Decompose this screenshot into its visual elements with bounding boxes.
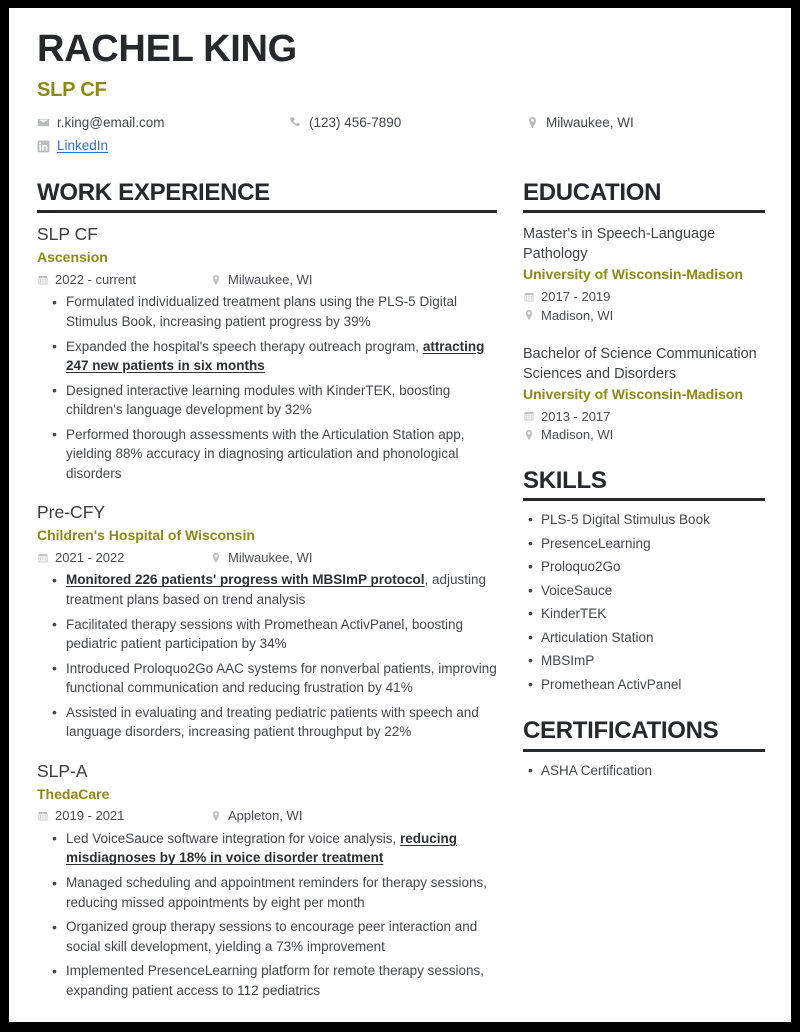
education-entry bbox=[523, 344, 765, 443]
work-role: Pre-CFY bbox=[37, 502, 106, 523]
work-experience-heading: WORK EXPERIENCE bbox=[37, 179, 270, 207]
contact-linkedin[interactable] bbox=[37, 138, 289, 154]
work-dates-text: 2021 - 2022 bbox=[55, 549, 125, 565]
work-bullet: • Expanded the hospital's speech therapy outreach program, attracting 247 new patients in six months bbox=[66, 337, 497, 376]
work-organization: ThedaCare bbox=[37, 785, 110, 802]
education-dates-text: 2013 - 2017 bbox=[541, 408, 611, 424]
calendar-icon bbox=[37, 810, 49, 822]
work-organization: Children's Hospital of Wisconsin bbox=[37, 527, 255, 544]
resume-page bbox=[9, 8, 791, 1022]
skill-item: • Promethean ActivPanel bbox=[541, 676, 765, 694]
education-dates-text: 2017 - 2019 bbox=[541, 288, 611, 304]
work-bullet: • Organized group therapy sessions to encourage peer interaction and social skill development, yielding a 73% improvement bbox=[66, 917, 497, 956]
contact-phone[interactable] bbox=[289, 115, 526, 131]
contact-info-group bbox=[37, 115, 765, 154]
work-location bbox=[210, 272, 313, 288]
education-degree: Master's in Speech-Language Pathology bbox=[523, 226, 716, 263]
calendar-icon bbox=[37, 552, 49, 564]
work-bullet: • Facilitated therapy sessions with Promethean ActivPanel, boosting pediatric patient participation by 34% bbox=[66, 615, 497, 654]
work-role: SLP-A bbox=[37, 760, 88, 781]
work-bullet: • Led VoiceSauce software integration for voice analysis, reducing misdiagnoses by 18% in voice disorder treatment bbox=[66, 829, 497, 868]
contact-location-text: Milwaukee, WI bbox=[546, 114, 634, 130]
contact-location bbox=[526, 115, 765, 131]
section-divider bbox=[523, 498, 765, 501]
contact-phone-text: (123) 456-7890 bbox=[309, 114, 402, 130]
skill-item: • Articulation Station bbox=[541, 629, 765, 647]
education-school: University of Wisconsin-Madison bbox=[523, 266, 744, 283]
education-location-text: Madison, WI bbox=[541, 427, 614, 443]
skill-item: • VoiceSauce bbox=[541, 582, 765, 600]
work-entry bbox=[37, 761, 497, 1000]
contact-email[interactable] bbox=[37, 115, 289, 131]
section-certifications bbox=[523, 718, 765, 779]
section-divider bbox=[37, 210, 497, 213]
education-location-text: Madison, WI bbox=[541, 307, 614, 323]
location-icon bbox=[210, 274, 222, 286]
work-location-text: Appleton, WI bbox=[228, 808, 303, 824]
location-icon bbox=[523, 429, 535, 441]
location-icon bbox=[526, 116, 539, 129]
education-meta bbox=[523, 289, 765, 323]
calendar-icon bbox=[523, 410, 535, 422]
certification-item: • ASHA Certification bbox=[541, 762, 765, 780]
right-column bbox=[523, 180, 765, 779]
certifications-list bbox=[523, 762, 765, 780]
work-meta bbox=[37, 550, 497, 566]
skills-list bbox=[523, 511, 765, 693]
work-bullet: • Monitored 226 patients' progress with MBSImP protocol, adjusting treatment plans based on trend analysis bbox=[66, 570, 497, 609]
work-dates-text: 2022 - current bbox=[55, 271, 136, 287]
candidate-job-title: SLP CF bbox=[37, 78, 107, 101]
skills-heading: SKILLS bbox=[523, 466, 607, 494]
skill-item: • MBSImP bbox=[541, 652, 765, 670]
work-meta bbox=[37, 272, 497, 288]
work-bullet: • Introduced Proloquo2Go AAC systems for nonverbal patients, improving functional communication and reducing frustration by 41% bbox=[66, 659, 497, 698]
section-work-experience bbox=[37, 180, 497, 1000]
section-divider bbox=[523, 210, 765, 213]
work-dates bbox=[37, 272, 210, 288]
education-heading: EDUCATION bbox=[523, 179, 662, 207]
work-bullet: • Formulated individualized treatment plans using the PLS-5 Digital Stimulus Book, increasing patient progress by 39% bbox=[66, 292, 497, 331]
work-bullet-list bbox=[37, 829, 497, 1001]
work-location bbox=[210, 808, 302, 824]
work-bullet-list bbox=[37, 570, 497, 742]
work-dates bbox=[37, 550, 210, 566]
contact-linkedin-text[interactable]: LinkedIn bbox=[57, 138, 109, 154]
education-location bbox=[523, 308, 765, 324]
education-meta bbox=[523, 409, 765, 443]
education-dates bbox=[523, 409, 765, 425]
skill-item: • PLS-5 Digital Stimulus Book bbox=[541, 511, 765, 529]
work-entry bbox=[37, 502, 497, 741]
email-icon bbox=[37, 116, 50, 129]
skill-item: • KinderTEK bbox=[541, 605, 765, 623]
left-column bbox=[35, 180, 497, 1000]
work-role: SLP CF bbox=[37, 224, 98, 245]
education-degree: Bachelor of Science Communication Sciences and Disorders bbox=[523, 346, 757, 383]
resume-header bbox=[35, 30, 765, 154]
phone-icon bbox=[289, 116, 302, 129]
contact-email-text: r.king@email.com bbox=[57, 114, 165, 130]
section-divider bbox=[523, 749, 765, 752]
education-dates bbox=[523, 289, 765, 305]
work-location-text: Milwaukee, WI bbox=[228, 549, 313, 565]
work-dates bbox=[37, 808, 210, 824]
certifications-heading: CERTIFICATIONS bbox=[523, 717, 719, 745]
work-dates-text: 2019 - 2021 bbox=[55, 808, 125, 824]
work-entry bbox=[37, 224, 497, 483]
calendar-icon bbox=[37, 274, 49, 286]
work-location bbox=[210, 550, 313, 566]
education-location bbox=[523, 427, 765, 443]
candidate-name: RACHEL KING bbox=[37, 28, 297, 70]
work-bullet: • Performed thorough assessments with the Articulation Station app, yielding 88% accuracy in diagnosing articulation and phonological disorders bbox=[66, 425, 497, 484]
education-school: University of Wisconsin-Madison bbox=[523, 386, 744, 403]
work-bullet: • Implemented PresenceLearning platform for remote therapy sessions, expanding patient access to 112 pediatrics bbox=[66, 961, 497, 1000]
work-organization: Ascension bbox=[37, 249, 108, 266]
location-icon bbox=[210, 810, 222, 822]
skill-item: • PresenceLearning bbox=[541, 535, 765, 553]
linkedin-icon bbox=[37, 140, 50, 153]
work-bullet: • Designed interactive learning modules with KinderTEK, boosting children's language development by 32% bbox=[66, 381, 497, 420]
location-icon bbox=[210, 552, 222, 564]
work-bullet-list bbox=[37, 292, 497, 483]
work-bullet: • Managed scheduling and appointment reminders for therapy sessions, reducing missed appointments by eight per month bbox=[66, 873, 497, 912]
calendar-icon bbox=[523, 291, 535, 303]
work-meta bbox=[37, 808, 497, 824]
education-entry bbox=[523, 224, 765, 323]
location-icon bbox=[523, 309, 535, 321]
section-skills bbox=[523, 468, 765, 694]
resume-body bbox=[35, 180, 765, 1000]
work-bullet: • Assisted in evaluating and treating pediatric patients with speech and language disorders, increasing patient throughput by 22% bbox=[66, 703, 497, 742]
work-location-text: Milwaukee, WI bbox=[228, 271, 313, 287]
section-education bbox=[523, 180, 765, 443]
skill-item: • Proloquo2Go bbox=[541, 558, 765, 576]
